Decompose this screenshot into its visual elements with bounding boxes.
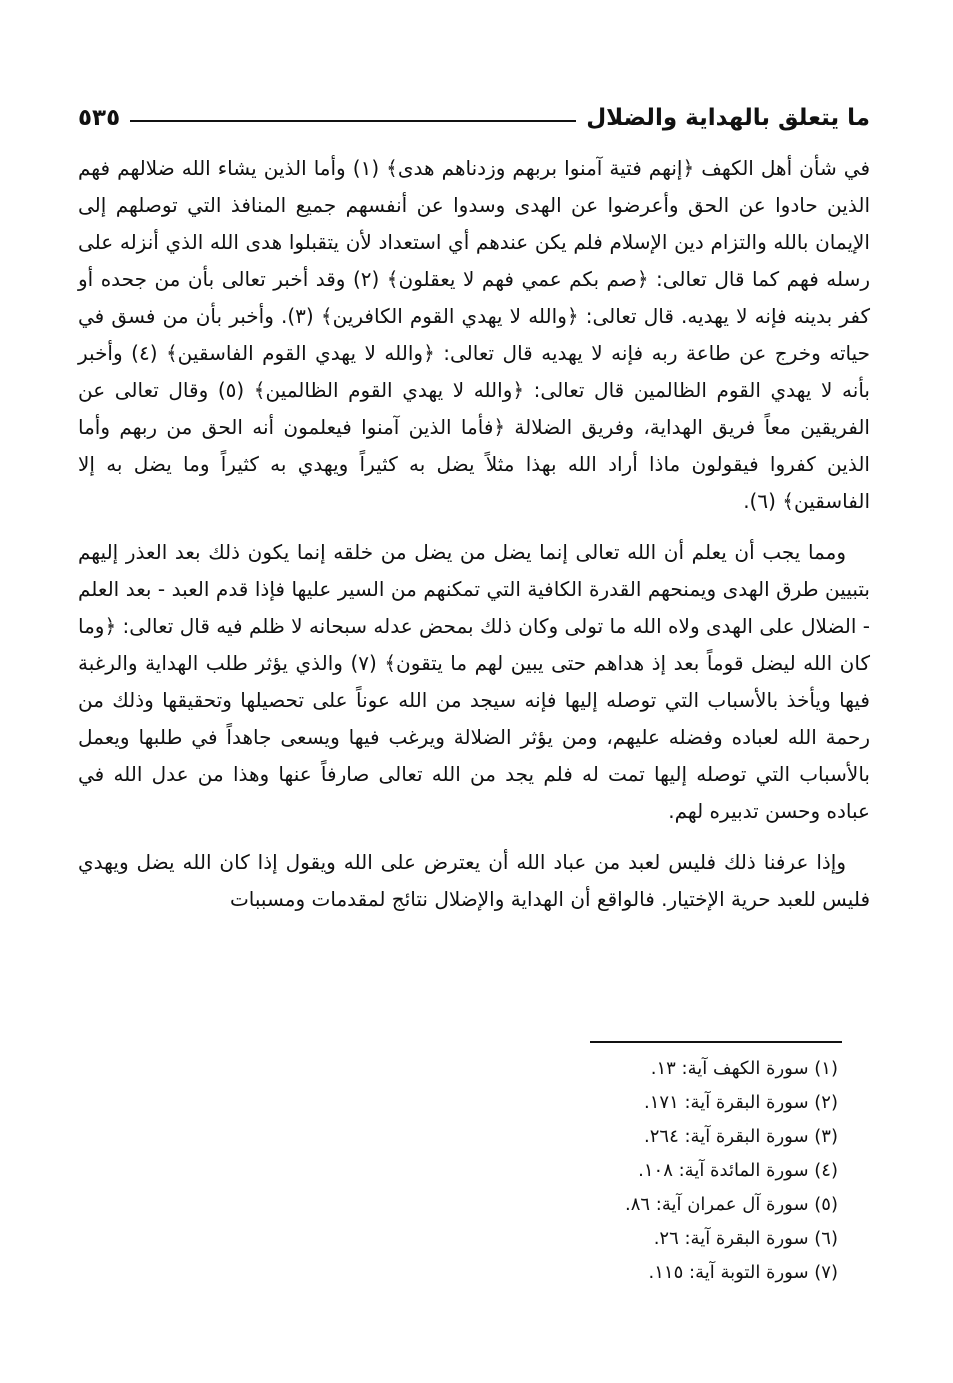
- footnotes: [500, 1052, 838, 1290]
- footnote: (١) سورة الكهف آية: ١٣.: [650, 1058, 838, 1079]
- footnote: (٥) سورة آل عمران آية: ٨٦.: [624, 1194, 838, 1215]
- paragraph: في شأن أهل الكهف ﴿إنهم فتية آمنوا بربهم وزدناهم هدى﴾ (١) وأما الذين يشاء الله ضلالهم فهم الذين حادوا عن الحق وأعرضوا عن الهدى وسدوا عن أنفسهم جميع المنافذ التي توصلهم إلى الإيمان بالله والتزام دين الإسلام فلم يكن عندهم أي استعداد لأن يتقبلوا هدى الله الذي أنزله على رسله فهم كما قال تعالى: ﴿صم بكم عمي فهم لا يعقلون﴾ (٢) وقد أخبر تعالى بأن من جحده أو كفر بدينه فإنه لا يهديه. قال تعالى: ﴿والله لا يهدي القوم الكافرين﴾ (٣). وأخبر بأن من فسق في حياته وخرج عن طاعة ربه فإنه لا يهديه قال تعالى: ﴿والله لا يهدي القوم الفاسقين﴾ (٤) وأخبر بأنه لا يهدي القوم الظالمين قال تعالى: ﴿والله لا يهدي القوم الظالمين﴾ (٥) وقال تعالى عن الفريقين معاً فريق الهداية، وفريق الضلالة ﴿فأما الذين آمنوا فيعلمون أنه الحق من ربهم وأما الذين كفروا فيقولون ماذا أراد الله بهذا مثلاً يضل به كثيراً ويهدي به كثيراً وما يضل به إلا الفاسقين﴾ (٦).: [78, 156, 871, 513]
- footnote: (٣) سورة البقرة آية: ٢٦٤.: [644, 1126, 838, 1147]
- footnote: (٧) سورة التوبة آية: ١١٥.: [648, 1262, 838, 1283]
- running-header: [78, 98, 870, 138]
- footnote: (٤) سورة المائدة آية: ١٠٨.: [638, 1160, 838, 1181]
- main-text: [78, 150, 870, 932]
- paragraph: ومما يجب أن يعلم أن الله تعالى إنما يضل من يضل من خلقه إنما يكون ذلك بعد العذر إليهم بتبيين طرق الهدى ويمنحهم القدرة الكافية التي تمكنهم من السير عليها فإذا قدم العبد - بعد العلم - الضلال على الهدى ولاه الله ما تولى وكان ذلك بمحض عدله سبحانه لا ظلم فيه قال تعالى: ﴿وما كان الله ليضل قوماً بعد إذ هداهم حتى يبين لهم ما يتقون﴾ (٧) والذي يؤثر طلب الهداية والرغبة فيها ويأخذ بالأسباب التي توصله إليها فإنه سيجد من الله عوناً على تحصيلها وتحقيقها وذلك من رحمة الله لعباده وفضله عليهم، ومن يؤثر الضلالة ويرغب فيها ويسعى جاهداً في طلبها ويعمل بالأسباب التي توصله إليها تمت له فلم يجد من الله تعالى صارفاً عنها وهذا من عدل الله في عباده وحسن تدبيره لهم.: [78, 540, 870, 823]
- footnote: (٦) سورة البقرة آية: ٢٦.: [653, 1228, 838, 1249]
- footnote: (٢) سورة البقرة آية: ١٧١.: [644, 1092, 838, 1113]
- paragraph: وإذا عرفنا ذلك فليس لعبد من عباد الله أن يعترض على الله ويقول إذا كان الله يضل ويهدي فليس للعبد حرية الإختيار. فالواقع أن الهداية والإضلال نتائج لمقدمات ومسببات: [78, 850, 870, 911]
- page-number: ٥٣٥: [78, 105, 121, 131]
- header-rule: [130, 120, 576, 122]
- footnote-separator: [590, 1041, 842, 1043]
- chapter-title: ما يتعلق بالهداية والضلال: [586, 105, 870, 131]
